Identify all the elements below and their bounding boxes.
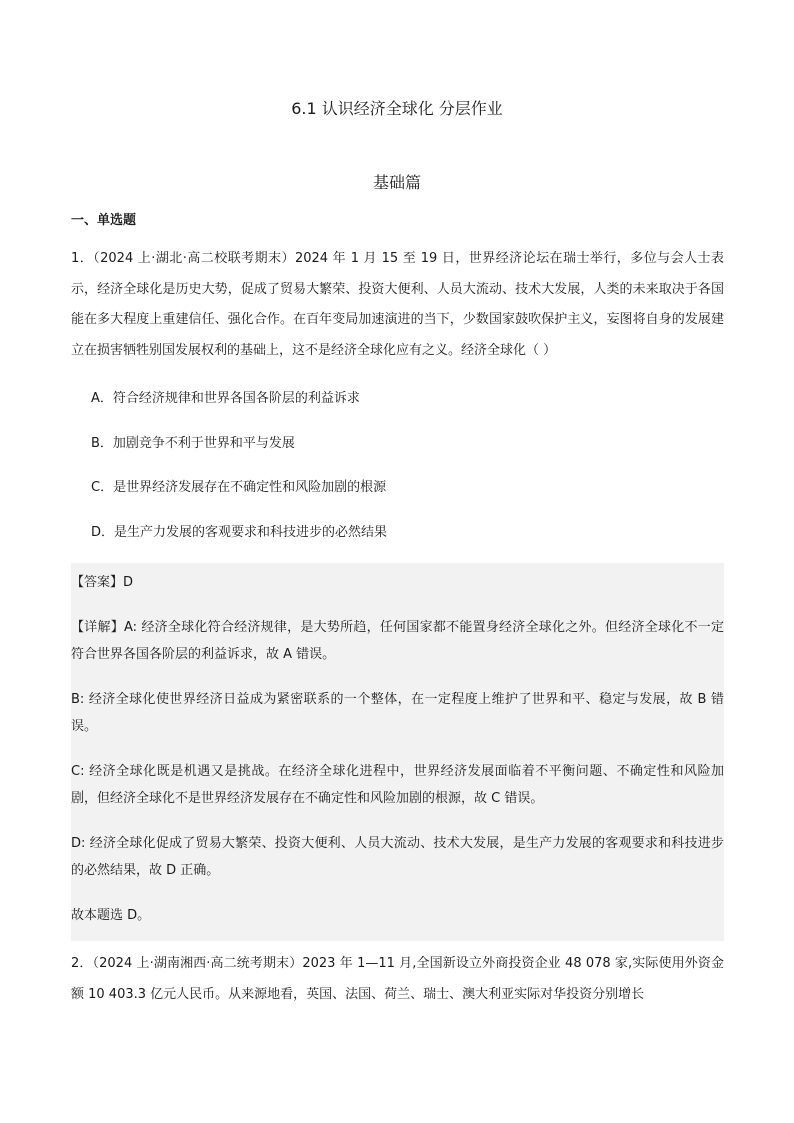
question-1-options bbox=[71, 377, 724, 555]
section-title: 基础篇 bbox=[372, 173, 421, 192]
analysis-paragraph-c: C: 经济全球化既是机遇又是挑战。在经济全球化进程中，世界经济发展面临着不平衡问题、不确定性和风险加剧，但经济全球化不是世界经济发展存在不确定性和风险加剧的根源，故 C 错误。 bbox=[71, 764, 724, 806]
question-1 bbox=[71, 232, 724, 1010]
part-heading: 一、单选题 bbox=[71, 213, 137, 228]
question-1-stem: 1．（2024 上·湖北·高二校联考期末）2024 年 1 月 15 至 19 日，世界经济论坛在瑞士举行，多位与会人士表示，经济全球化是历史大势，促成了贸易大繁荣、投资大便利、人员大流动、技术大发展，人类的未来取决于各国能在多大程度上重建信任、强化合作。在百年变局加速演进的当下，少数国家鼓吹保护主义，妄图将自身的发展建立在损害牺牲别国发展权利的基础上，这不是经济全球化应有之义。经济全球化（ ） bbox=[71, 251, 724, 358]
analysis-paragraph-a: 【详解】A: 经济全球化符合经济规律，是大势所趋，任何国家都不能置身经济全球化之外。但经济全球化不一定符合世界各国各阶层的利益诉求，故 A 错误。 bbox=[71, 620, 724, 662]
answer-line: 【答案】D bbox=[71, 575, 134, 590]
option-a: A．符合经济规律和世界各国各阶层的利益诉求 bbox=[91, 391, 360, 406]
question-2 bbox=[71, 941, 724, 1010]
answer-block bbox=[71, 563, 724, 941]
question-2-stem: 2．（2024 上·湖南湘西·高二统考期末）2023 年 1—11 月,全国新设立外商投资企业 48 078 家,实际使用外资金额 10 403.3 亿元人民币。从来源地看，英国、法国、荷兰、瑞士、澳大利亚实际对华投资分别增长 bbox=[71, 956, 724, 1002]
analysis-paragraph-b: B: 经济全球化使世界经济日益成为紧密联系的一个整体，在一定程度上维护了世界和平、稳定与发展，故 B 错误。 bbox=[71, 692, 724, 734]
analysis-paragraph-d: D: 经济全球化促成了贸易大繁荣、投资大便利、人员大流动、技术大发展，是生产力发展的客观要求和科技进步的必然结果，故 D 正确。 bbox=[71, 836, 724, 878]
option-d: D．是生产力发展的客观要求和科技进步的必然结果 bbox=[91, 524, 388, 540]
option-b: B．加剧竞争不利于世界和平与发展 bbox=[91, 435, 295, 451]
analysis-conclusion: 故本题选 D。 bbox=[71, 908, 151, 923]
document-title: 6.1 认识经济全球化 分层作业 bbox=[291, 99, 503, 118]
option-c: C．是世界经济发展存在不确定性和风险加剧的根源 bbox=[91, 480, 387, 495]
